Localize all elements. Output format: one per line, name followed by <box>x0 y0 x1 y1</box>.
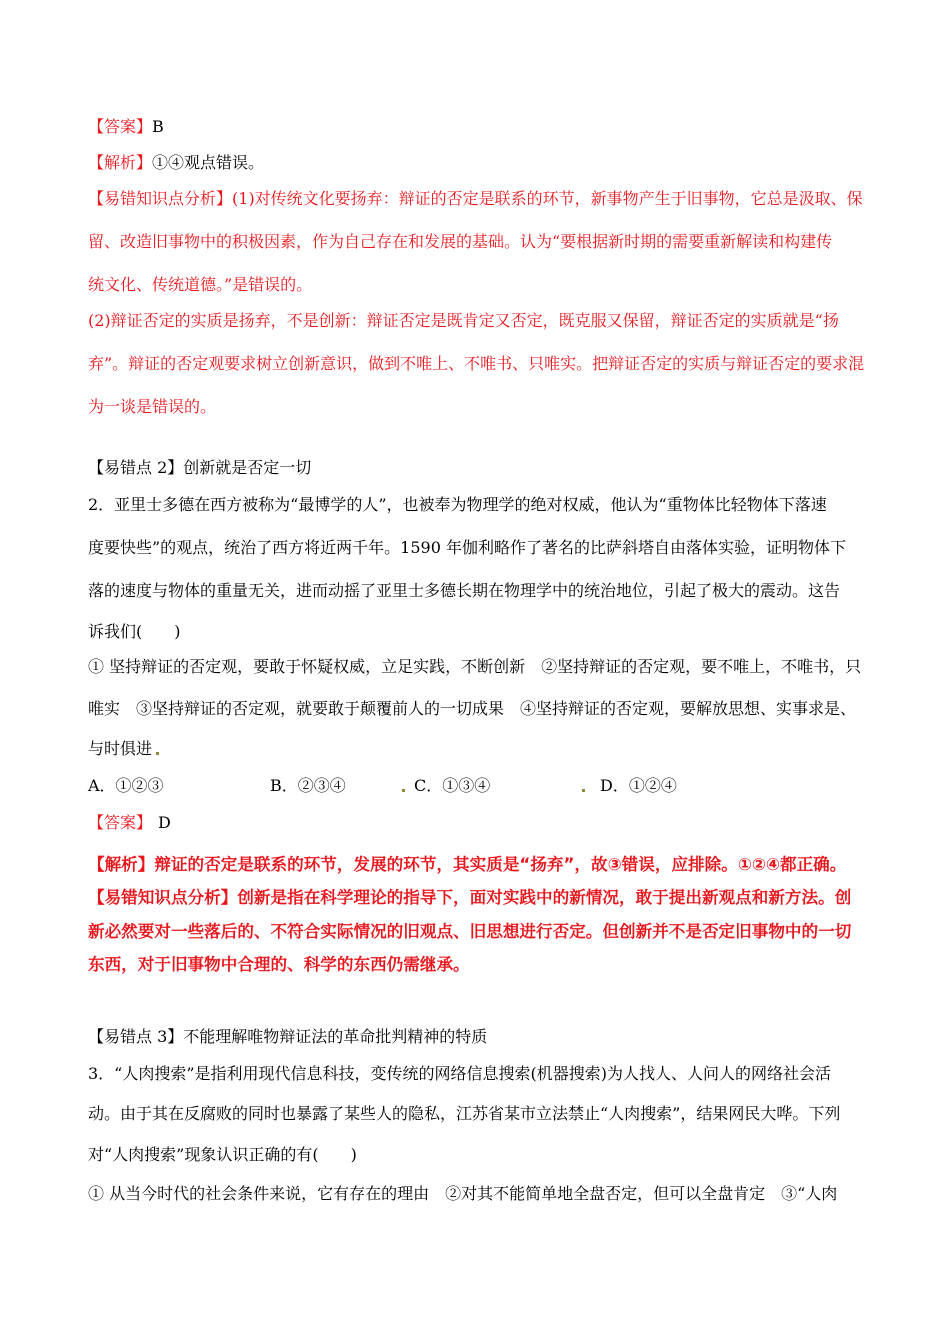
answer-tag: 【答案】 <box>88 117 153 136</box>
section-heading-point-3: 【易错点 3】不能理解唯物辩证法的革命批判精神的特质 <box>88 1027 488 1046</box>
question-2-line-6: 唯实 ③坚持辩证的否定观，就要敢于颠覆前人的一切成果 ④坚持辩证的否定观，要解放思想、实事求是、 <box>88 699 857 718</box>
stray-dot <box>156 752 159 755</box>
analysis-tag: 【解析】 <box>88 153 153 172</box>
mistake-analysis-text: (1)对传统文化要扬弃：辩证的否定是联系的环节，新事物产生于旧事物，它总是汲取、保 <box>232 189 863 208</box>
answer-tag: 【答案】 <box>88 813 153 832</box>
analysis-line-1 <box>88 153 264 173</box>
question-3-line-2: 动。由于其在反腐败的同时也暴露了某些人的隐私，江苏省某市立法禁止“人肉搜索”，结果网民大哗。下列 <box>88 1104 841 1123</box>
mistake-analysis-tag: 【易错知识点分析】 <box>88 189 233 208</box>
question-2-line-2: 度要快些”的观点，统治了西方将近两千年。1590 年伽利略作了著名的比萨斜塔自由落体实验，证明物体下 <box>88 538 846 557</box>
question-3-line-4: ① 从当今时代的社会条件来说，它有存在的理由 ②对其不能简单地全盘否定，但可以全盘肯定 ③“人肉 <box>88 1184 838 1203</box>
answer-line-1 <box>88 117 164 137</box>
answer-line-2 <box>88 813 171 833</box>
option-b: B．②③④ <box>270 776 346 795</box>
analysis-2-line-3: 新必然要对一些落后的、不符合实际情况的旧观点、旧思想进行否定。但创新并不是否定旧事物中的一切 <box>88 922 852 941</box>
option-d: D．①②④ <box>600 776 677 795</box>
answer-value: B <box>152 117 164 136</box>
question-2-line-4: 诉我们( ) <box>88 622 181 641</box>
stray-dot <box>402 789 405 792</box>
mistake-analysis-line-6: 为一谈是错误的。 <box>88 397 217 416</box>
question-2-line-1: 2．亚里士多德在西方被称为“最博学的人”，也被奉为物理学的绝对权威，他认为“重物体比轻物体下落速 <box>88 495 827 514</box>
question-2-line-7-text: 与时俱进 <box>88 739 153 758</box>
analysis-2-line-4: 东西，对于旧事物中合理的、科学的东西仍需继承。 <box>88 955 470 974</box>
mistake-analysis-line-2: 留、改造旧事物中的积极因素，作为自己存在和发展的基础。认为“要根据新时期的需要重新解读和构建传 <box>88 232 833 251</box>
analysis-text: ①④观点错误。 <box>152 153 265 172</box>
question-3-line-1: 3．“人肉搜索”是指利用现代信息科技，变传统的网络信息搜索(机器搜索)为人找人、人问人的网络社会活 <box>88 1064 832 1083</box>
question-2-line-3: 落的速度与物体的重量无关，进而动摇了亚里士多德长期在物理学中的统治地位，引起了极大的震动。这告 <box>88 581 841 600</box>
mistake-analysis-line-5: 弃”。辩证的否定观要求树立创新意识，做到不唯上、不唯书、只唯实。把辩证否定的实质与辩证否定的要求混 <box>88 354 865 373</box>
question-3-line-3: 对“人肉搜索”现象认识正确的有( ) <box>88 1145 357 1164</box>
stray-dot <box>582 789 585 792</box>
option-c: C．①③④ <box>414 776 491 795</box>
mistake-analysis-line-4: (2)辩证否定的实质是扬弃，不是创新：辩证否定是既肯定又否定，既克服又保留，辩证否定的实质就是“扬 <box>88 311 839 330</box>
question-2-line-7 <box>88 739 152 759</box>
mistake-analysis-line-1 <box>88 189 863 209</box>
section-heading-point-2: 【易错点 2】创新就是否定一切 <box>88 458 312 477</box>
analysis-2-line-1: 【解析】辩证的否定是联系的环节，发展的环节，其实质是“扬弃”，故③错误，应排除。①②④都正确。 <box>88 855 847 874</box>
option-a: A．①②③ <box>88 776 164 795</box>
analysis-2-line-2: 【易错知识点分析】创新是指在科学理论的指导下，面对实践中的新情况，敢于提出新观点和新方法。创 <box>88 888 852 907</box>
mistake-analysis-line-3: 统文化、传统道德。”是错误的。 <box>88 275 313 294</box>
question-2-line-5: ① 坚持辩证的否定观，要敢于怀疑权威，立足实践，不断创新 ②坚持辩证的否定观，要不唯上，不唯书，只 <box>88 657 862 676</box>
answer-value: D <box>158 813 171 832</box>
